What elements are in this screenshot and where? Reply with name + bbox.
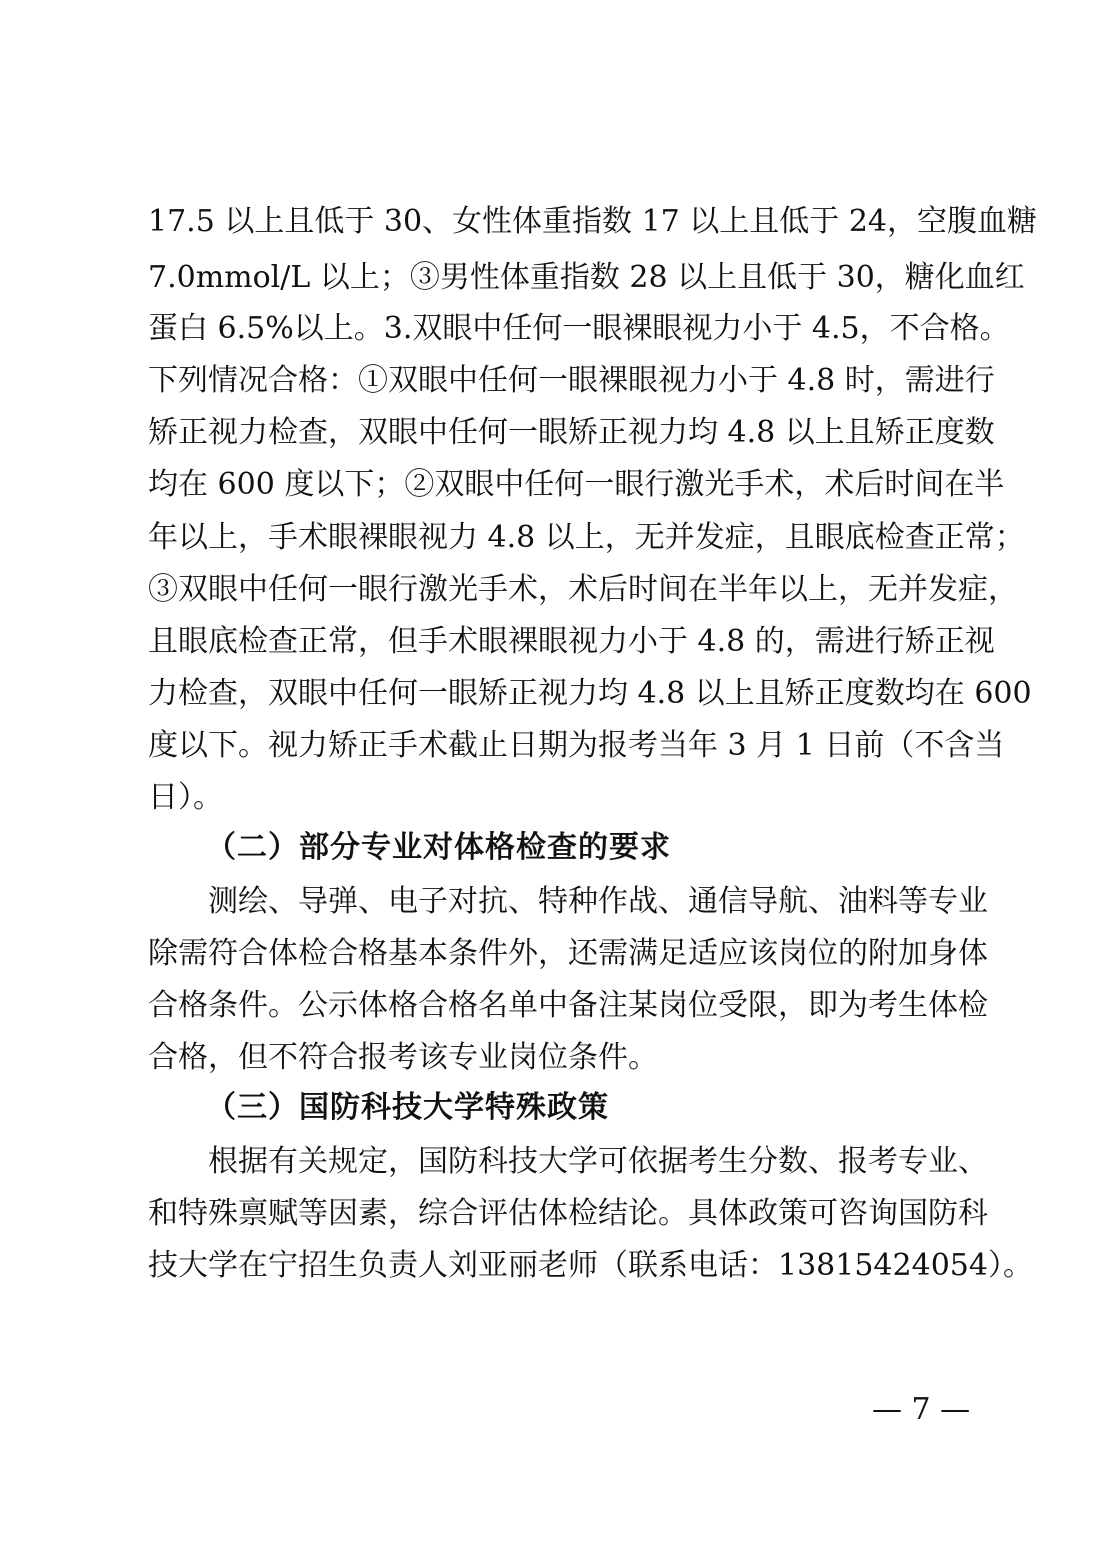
- section-heading: （三）国防科技大学特殊政策: [206, 1090, 609, 1125]
- body-text-line: 且眼底检查正常，但手术眼裸眼视力小于 4.8 的，需进行矫正视: [148, 624, 995, 659]
- body-text-line: 测绘、导弹、电子对抗、特种作战、通信导航、油料等专业: [208, 884, 988, 919]
- body-text-line: 蛋白 6.5%以上。3.双眼中任何一眼裸眼视力小于 4.5，不合格。: [148, 311, 1010, 346]
- page-number: — 7 —: [872, 1392, 971, 1427]
- body-text-line: 合格条件。公示体格合格名单中备注某岗位受限，即为考生体检: [148, 988, 988, 1023]
- body-text-line: 17.5 以上且低于 30、女性体重指数 17 以上且低于 24，空腹血糖: [148, 204, 1037, 239]
- body-text-line: 7.0mmol/L 以上；③男性体重指数 28 以上且低于 30，糖化血红: [148, 260, 1025, 295]
- body-text-line: 根据有关规定，国防科技大学可依据考生分数、报考专业、: [208, 1144, 988, 1179]
- body-text-line: 技大学在宁招生负责人刘亚丽老师（联系电话：13815424054）。: [148, 1248, 1033, 1283]
- section-heading: （二）部分专业对体格检查的要求: [206, 830, 671, 865]
- body-text-line: 合格，但不符合报考该专业岗位条件。: [148, 1040, 658, 1075]
- body-text-line: 度以下。视力矫正手术截止日期为报考当年 3 月 1 日前（不含当: [148, 728, 1005, 763]
- body-text-line: 和特殊禀赋等因素，综合评估体检结论。具体政策可咨询国防科: [148, 1196, 988, 1231]
- body-text-line: 日）。: [148, 780, 223, 815]
- body-text-line: 年以上，手术眼裸眼视力 4.8 以上，无并发症，且眼底检查正常；: [148, 520, 1025, 555]
- body-text-line: 均在 600 度以下；②双眼中任何一眼行激光手术，术后时间在半: [148, 467, 1005, 502]
- body-text-line: 力检查，双眼中任何一眼矫正视力均 4.8 以上且矫正度数均在 600: [148, 676, 1032, 711]
- body-text-line: 除需符合体检合格基本条件外，还需满足适应该岗位的附加身体: [148, 936, 988, 971]
- body-text-line: 矫正视力检查，双眼中任何一眼矫正视力均 4.8 以上且矫正度数: [148, 415, 995, 450]
- body-text-line: 下列情况合格：①双眼中任何一眼裸眼视力小于 4.8 时，需进行: [148, 363, 995, 398]
- body-text-line: ③双眼中任何一眼行激光手术，术后时间在半年以上，无并发症，: [148, 572, 1018, 607]
